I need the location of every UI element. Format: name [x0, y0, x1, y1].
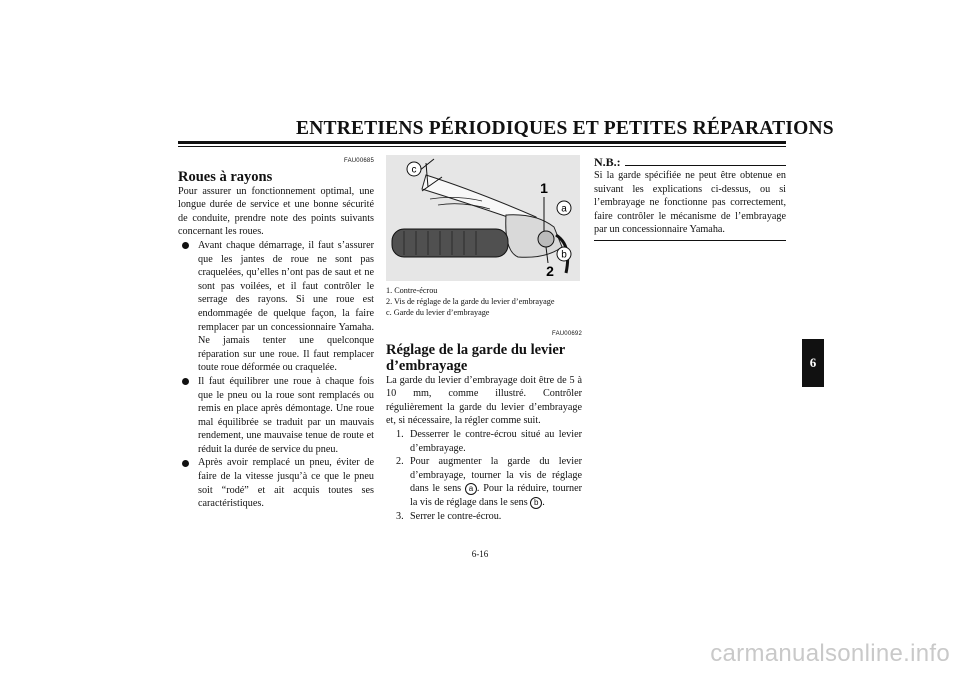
- direction-a-icon: a: [465, 483, 477, 495]
- note-text: Si la garde spécifiée ne peut être obtenue en suivant les explications ci-dessus, ou si l’embrayage ne fonctionne pas correctement, faire contrôler le mécanisme de l’embrayage par un concessionnaire Yamaha.: [594, 170, 786, 236]
- section-title-clutch-free-play: Réglage de la garde du levier d’embrayage: [386, 341, 565, 374]
- caption-item: 1. Contre-écrou: [386, 286, 438, 295]
- page-number: 6-16: [471, 549, 489, 559]
- step-text: Serrer le contre-écrou.: [410, 510, 502, 522]
- direction-b-icon: b: [530, 497, 542, 509]
- header-rule-thin: [178, 146, 786, 147]
- caption-item: c. Garde du levier d’embrayage: [386, 308, 490, 317]
- bullet-item: [178, 239, 374, 375]
- bullet-text: Il faut équilibrer une roue à chaque fois que le pneu ou la roue sont remplacés ou remis en place après démontage. Une roue mal équilibrée se traduit par un mauvais rendement, une mauvaise tenue de route et réduit la durée de service du pneu.: [198, 375, 374, 455]
- figure-label-1: 1: [540, 180, 548, 196]
- step-item: [386, 510, 582, 524]
- section-title-spoke-wheels: Roues à rayons: [178, 168, 273, 185]
- step-text: .: [542, 496, 545, 508]
- bullet-icon: [182, 242, 189, 249]
- bullet-icon: [182, 378, 189, 385]
- step-item: [386, 428, 582, 455]
- header-rule-thick: [178, 141, 786, 144]
- bullet-text: Avant chaque démarrage, il faut s’assurer que les jantes de roue ne sont pas craquelées, qu’elles n’ont pas de saut et ne sont pas voilées, et il faut contrôler le serrage des rayons. Si une roue est endommagée de quelque façon, la faire remplacer par un concessionnaire Yamaha. Ne jamais tenter une quelconque réparation sur une roue. Il faut remplacer toute roue déformée ou craquelée.: [198, 239, 374, 374]
- left-column: [178, 155, 374, 511]
- step-text: . Pour la réduire, tourner la vis de réglage dans le sens: [410, 483, 582, 508]
- caption-item: 2. Vis de réglage de la garde du levier d’embrayage: [386, 297, 555, 306]
- note-bottom-rule: [594, 240, 786, 241]
- bullet-icon: [182, 460, 189, 467]
- step-number: 2.: [396, 456, 404, 468]
- clutch-lever-illustration: [386, 155, 580, 281]
- section-intro: Pour assurer un fonctionnement optimal, une longue durée de service et une bonne sécurité de conduite, prendre note des points suivants concernant les roues.: [178, 185, 374, 238]
- step-text: Desserrer le contre-écrou situé au levier d’embrayage.: [410, 428, 582, 454]
- chapter-tab: 6: [802, 339, 824, 387]
- section-code: FAU00692: [552, 331, 582, 337]
- bullet-item: [178, 375, 374, 457]
- figure-label-c: c: [411, 164, 417, 176]
- watermark: carmanualsonline.info: [710, 640, 950, 667]
- page-header-title: ENTRETIENS PÉRIODIQUES ET PETITES RÉPARATIONS: [296, 118, 834, 139]
- note-rule: [625, 165, 786, 166]
- step-item: [386, 455, 582, 509]
- figure-label-b: b: [561, 249, 567, 261]
- section-intro: La garde du levier d’embrayage doit être de 5 à 10 mm, comme illustré. Contrôler régulièrement la garde du levier d’embrayage et, si nécessaire, la régler comme suit.: [386, 374, 582, 427]
- step-text: Pour augmenter la garde du levier d’embrayage, tourner la vis de réglage dans le sens: [410, 456, 582, 495]
- figure-label-2: 2: [546, 263, 554, 279]
- right-column: [594, 155, 786, 241]
- bullet-text: Après avoir remplacé un pneu, éviter de faire de la vitesse jusqu’à ce que le pneu soit “rodé” et ait acquis toutes ses caractéristiques.: [198, 457, 374, 510]
- middle-column: [386, 155, 582, 523]
- clutch-lever-drawing: [386, 155, 580, 281]
- figure-label-a: a: [561, 203, 567, 215]
- bullet-item: [178, 456, 374, 510]
- step-number: 1.: [396, 428, 404, 440]
- step-number: 3.: [396, 510, 404, 522]
- note-header: [594, 155, 786, 169]
- section-code: FAU00685: [344, 158, 374, 164]
- note-label: N.B.:: [594, 155, 621, 169]
- figure-caption: [386, 285, 582, 318]
